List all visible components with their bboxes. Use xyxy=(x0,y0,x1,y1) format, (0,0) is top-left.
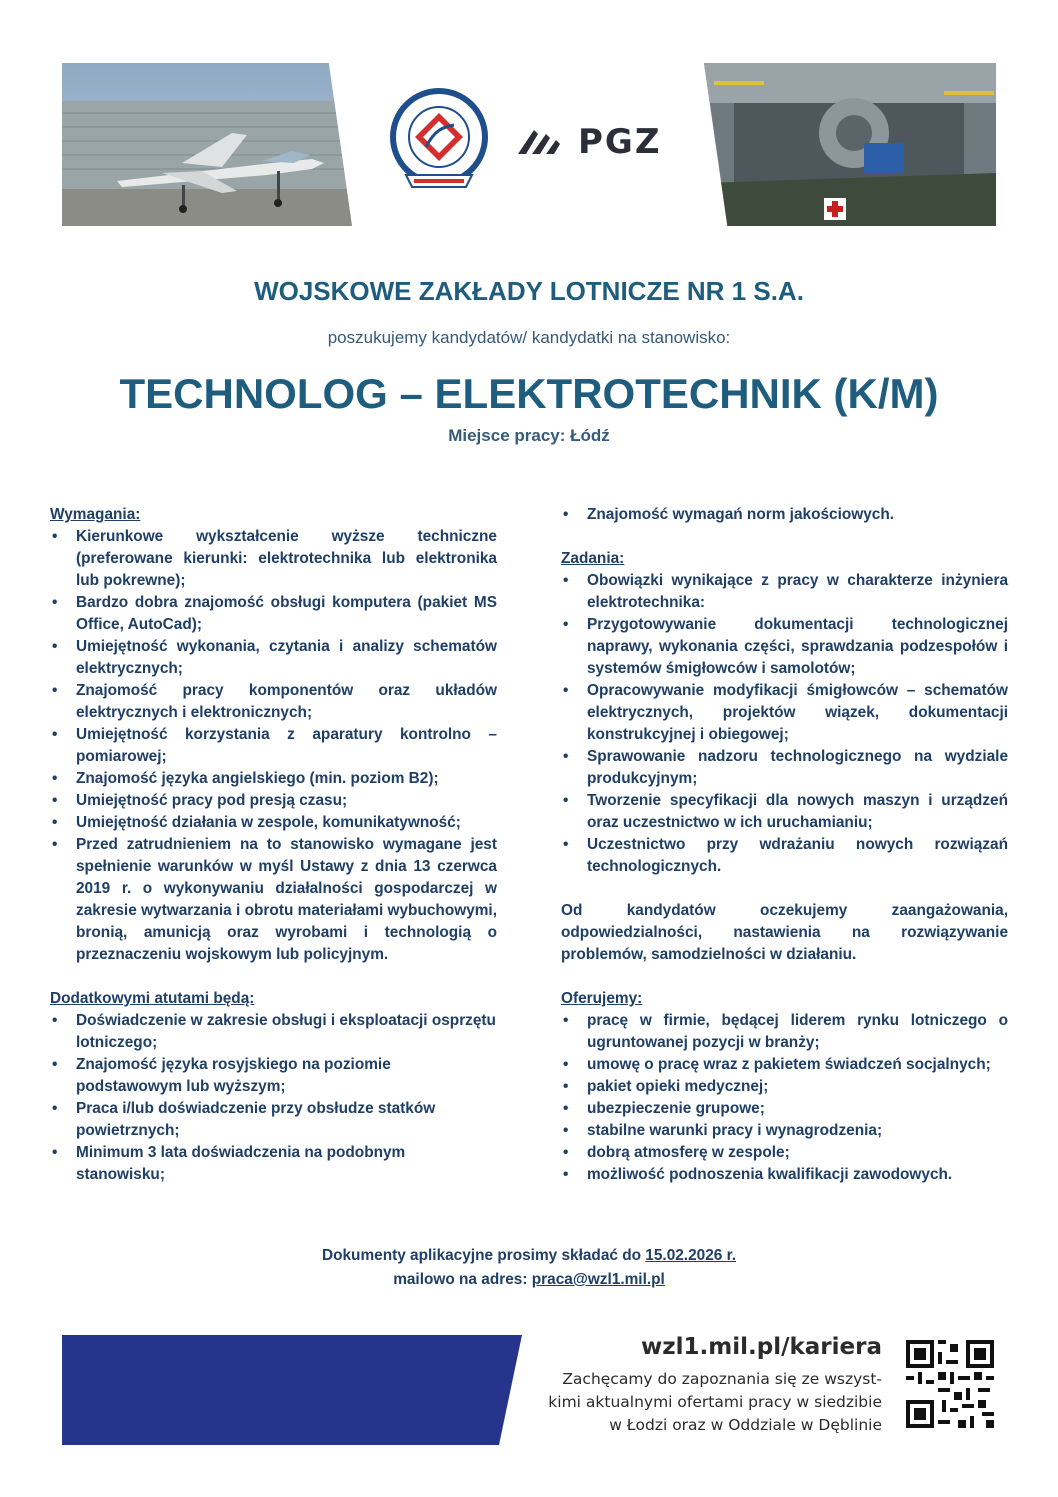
list-item: • Przed zatrudnieniem na to stanowisko wymagane jest spełnienie warunków w myśl Ustawy z dnia 13 czerwca 2019 r. o wykonywaniu działalności gospodarczej w zakresie wytwarzania i obrotu materiałami wybuchowymi, bronią, amunicją oraz wyrobami i technologią o przeznaczeniu wojskowym lub policyjnym. xyxy=(50,834,497,966)
footer-text-line: Zachęcamy do zapoznania się ze wszyst- xyxy=(562,1370,882,1388)
email-line xyxy=(0,1268,1058,1292)
assets-title: Dodatkowymi atutami będą: xyxy=(50,990,255,1007)
deadline-date: 15.02.2026 r. xyxy=(645,1247,737,1264)
offer-title: Oferujemy: xyxy=(561,990,643,1007)
list-item: • stabilne warunki pracy i wynagrodzenia; xyxy=(561,1120,1008,1142)
requirements-list xyxy=(50,526,497,966)
list-item: • Przygotowywanie dokumentacji technologicznej naprawy, wykonania części, sprawdzania podzespołów i systemów śmigłowców i samolotów; xyxy=(561,614,1008,680)
pgz-chevrons-icon xyxy=(516,124,568,160)
list-item: • Umiejętność działania w zespole, komunikatywność; xyxy=(50,812,497,834)
list-item: • Obowiązki wynikające z pracy w charakterze inżyniera elektrotechnika: xyxy=(561,570,1008,614)
list-item: • Tworzenie specyfikacji dla nowych maszyn i urządzeń oraz uczestnictwo w ich uruchamianiu; xyxy=(561,790,1008,834)
list-item: • Bardzo dobra znajomość obsługi komputera (pakiet MS Office, AutoCad); xyxy=(50,592,497,636)
list-item: • pracę w firmie, będącej liderem rynku lotniczego o ugruntowanej pozycji w branży; xyxy=(561,1010,1008,1054)
deadline-line xyxy=(0,1244,1058,1268)
requirements-title: Wymagania: xyxy=(50,506,141,523)
list-item: • Znajomość pracy komponentów oraz układów elektrycznych i elektronicznych; xyxy=(50,680,497,724)
list-item: • Praca i/lub doświadczenie przy obsłudze statków powietrznych; xyxy=(50,1098,497,1142)
deadline-prefix: Dokumenty aplikacyjne prosimy składać do xyxy=(321,1247,646,1264)
email-prefix: mailowo na adres: xyxy=(393,1271,532,1288)
requirements-continued-list xyxy=(561,504,1008,526)
list-item: • Umiejętność korzystania z aparatury kontrolno – pomiarowej; xyxy=(50,724,497,768)
search-subtitle: poszukujemy kandydatów/ kandydatki na stanowisko: xyxy=(327,328,731,347)
list-item: • Sprawowanie nadzoru technologicznego na wydziale produkcyjnym; xyxy=(561,746,1008,790)
list-item: • Znajomość języka rosyjskiego na poziomie podstawowym lub wyższym; xyxy=(50,1054,497,1098)
list-item: • umowę o pracę wraz z pakietem świadczeń socjalnych; xyxy=(561,1054,1008,1076)
left-column xyxy=(50,504,497,1186)
footer-info-text xyxy=(530,1368,882,1437)
list-item: • pakiet opieki medycznej; xyxy=(561,1076,1008,1098)
email-link[interactable]: praca@wzl1.mil.pl xyxy=(531,1271,665,1288)
footer-blue-band xyxy=(62,1335,522,1445)
list-item: • Umiejętność wykonania, czytania i analizy schematów elektrycznych; xyxy=(50,636,497,680)
careers-url[interactable]: wzl1.mil.pl/kariera xyxy=(641,1334,882,1360)
list-item: • możliwość podnoszenia kwalifikacji zawodowych. xyxy=(561,1164,1008,1186)
list-item: • Znajomość wymagań norm jakościowych. xyxy=(561,504,1008,526)
wzl1-emblem-icon xyxy=(386,87,492,197)
qr-code-icon[interactable] xyxy=(906,1340,994,1428)
jet-aircraft-photo xyxy=(62,63,352,226)
footer-text-line: w Łodzi oraz w Oddziale w Dęblinie xyxy=(609,1416,882,1434)
expectations-paragraph: Od kandydatów oczekujemy zaangażowania, odpowiedzialności, nastawienia na rozwiązywanie problemów, samodzielności w działaniu. xyxy=(561,902,1008,963)
list-item: • Doświadczenie w zakresie obsługi i eksploatacji osprzętu lotniczego; xyxy=(50,1010,497,1054)
tasks-list xyxy=(561,570,1008,878)
company-name: WOJSKOWE ZAKŁADY LOTNICZE NR 1 S.A. xyxy=(254,276,804,306)
list-item: • Uczestnictwo przy wdrażaniu nowych rozwiązań technologicznych. xyxy=(561,834,1008,878)
helicopter-workshop-photo xyxy=(704,63,996,226)
tasks-title: Zadania: xyxy=(561,550,625,567)
job-location: Miejsce pracy: Łódź xyxy=(448,426,610,445)
list-item: • Minimum 3 lata doświadczenia na podobnym stanowisku; xyxy=(50,1142,497,1186)
application-info xyxy=(0,1244,1058,1292)
list-item: • Opracowywanie modyfikacji śmigłowców – schematów elektrycznych, projektów wiązek, dokumentacji konstrukcyjnej i obiegowej; xyxy=(561,680,1008,746)
list-item: • dobrą atmosferę w zespole; xyxy=(561,1142,1008,1164)
footer-text-line: kimi aktualnymi ofertami pracy w siedzibie xyxy=(548,1393,882,1411)
pgz-logo-text: PGZ xyxy=(578,122,662,162)
right-column xyxy=(561,504,1008,1186)
pgz-logo xyxy=(516,122,666,162)
job-title: TECHNOLOG – ELEKTROTECHNIK (K/M) xyxy=(119,370,939,417)
list-item: • Znajomość języka angielskiego (min. poziom B2); xyxy=(50,768,497,790)
list-item: • ubezpieczenie grupowe; xyxy=(561,1098,1008,1120)
list-item: • Kierunkowe wykształcenie wyższe techniczne (preferowane kierunki: elektrotechnika lub elektronika lub pokrewne); xyxy=(50,526,497,592)
assets-list xyxy=(50,1010,497,1186)
list-item: • Umiejętność pracy pod presją czasu; xyxy=(50,790,497,812)
offer-list xyxy=(561,1010,1008,1186)
